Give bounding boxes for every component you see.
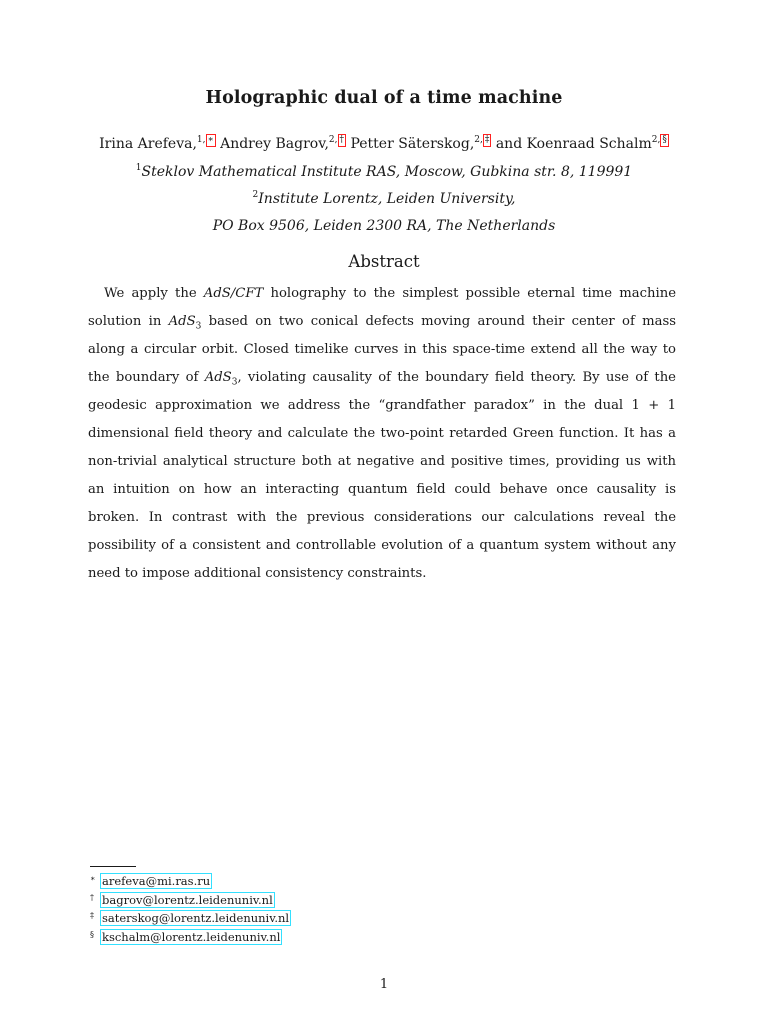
page-number: 1 [379,977,389,992]
footnote-link[interactable]: ∗ [207,135,214,145]
author-name: Irina Arefeva, [99,136,197,152]
affiliation-text: Institute Lorentz, Leiden University, [258,191,516,207]
math-expression: AdS/CFT [203,286,264,301]
author-name: Petter Säterskog, [350,136,475,152]
footnote-item: ‡ saterskog@lorentz.leidenuniv.nl [90,911,290,925]
footnote-link[interactable]: ‡ [484,135,490,145]
affiliation-2-address: PO Box 9506, Leiden 2300 RA, The Netherlands [212,218,556,234]
email-link[interactable]: bagrov@lorentz.leidenuniv.nl [102,892,273,907]
author-list [0,134,768,152]
affiliation-text: Steklov Mathematical Institute RAS, Moscow, Gubkina str. 8, 119991 [141,164,633,180]
author-name: and Koenraad Schalm [495,136,652,152]
author-affil-number: 2, [474,135,483,145]
affiliation-1 [0,164,768,180]
email-link[interactable]: kschalm@lorentz.leidenuniv.nl [102,929,281,944]
footnotes [90,872,291,946]
author-affil-number: 2, [651,135,661,145]
affiliation-number: 1 [135,163,142,173]
footnote-rule [90,866,136,867]
paper-title: Holographic dual of a time machine [205,88,563,108]
footnote-item: § kschalm@lorentz.leidenuniv.nl [90,929,281,944]
author-affil-number: 2, [328,135,338,145]
footnote-item: † bagrov@lorentz.leidenuniv.nl [90,892,273,907]
math-expression: AdS [168,314,196,329]
author-affil-number: 1, [196,135,206,145]
abstract-heading: Abstract [348,252,420,271]
footnote-link[interactable]: § [662,135,667,145]
author-name: Andrey Bagrov, [220,136,329,152]
email-link[interactable]: arefeva@mi.ras.ru [102,874,211,888]
footnote-item: ∗ arefeva@mi.ras.ru [90,874,211,888]
math-expression: AdS [204,370,232,385]
abstract-text: We apply the AdS/CFT holography to the simplest possible eternal time machine solution in AdS$_3$ based on two conical defects moving around their center of mass along a circular orbit. Closed timelike curves in this space-time extend all the way to the boundary of AdS$_3$, violating causality of the boundary field theory. By use of the geodesic approximation we address the “grandfather paradox” in the dual 1 + 1 dimensional field theory and calculate the two-point retarded Green function. It has a non-trivial analytical structure both at negative and positive times, providing us with an intuition on how an interacting quantum field could behave once causality is broken. In contrast with the previous considerations our calculations reveal the possibility of a consistent and controllable evolution of a quantum system without any need to impose additional consistency constraints. [88,286,677,581]
affiliation-2 [0,191,768,207]
footnote-link[interactable]: † [339,135,345,145]
affiliation-number: 2 [252,190,259,200]
email-link[interactable]: saterskog@lorentz.leidenuniv.nl [102,911,290,925]
